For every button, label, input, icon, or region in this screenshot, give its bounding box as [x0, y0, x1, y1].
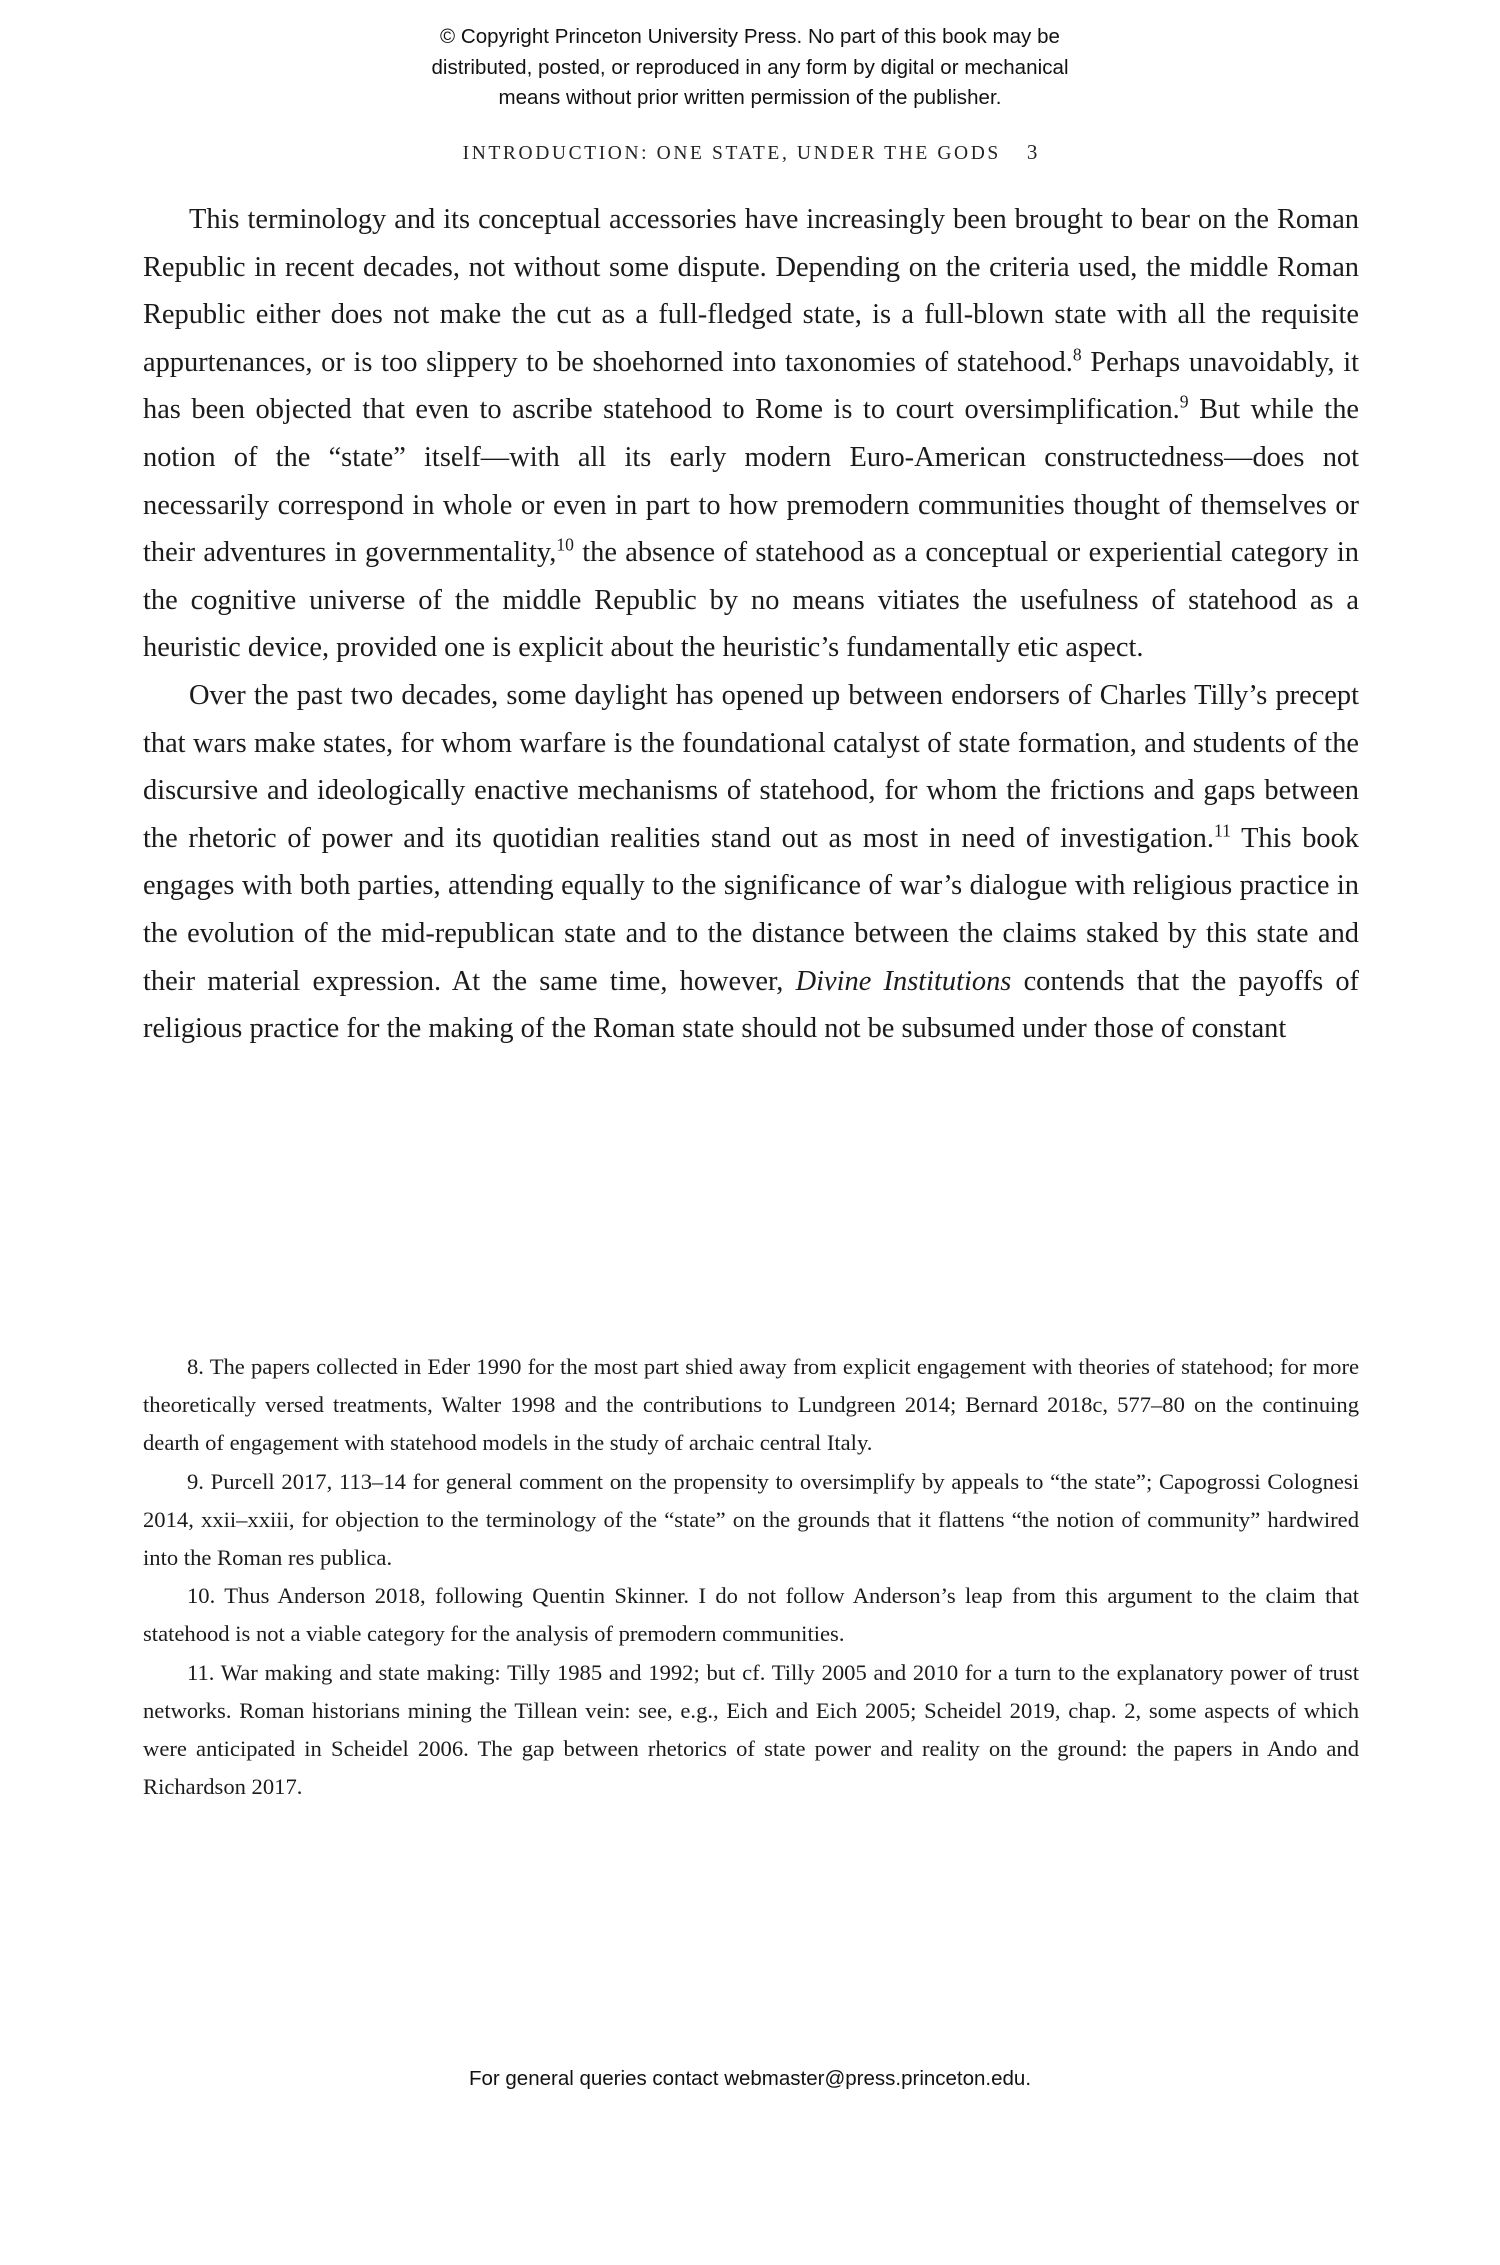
footnote-10-number: 10. [187, 1583, 216, 1609]
body-text [143, 196, 1359, 1053]
footnote-ref-11[interactable]: 11 [1213, 820, 1231, 841]
footnote-ref-9[interactable]: 9 [1179, 391, 1189, 412]
paragraph-1-segment-d: the absence of statehood as a conceptual or experiential category in the cognitive universe of the middle Republic by no means vitiates the usefulness of statehood as a heuristic device, provided one is explicit about the heuristic’s fundamentally etic aspect. [143, 537, 1360, 664]
paragraph-1-segment-b: Perhaps unavoidably, it has been objected that even to ascribe statehood to Rome is to court oversimplification. [143, 346, 1359, 426]
running-head-title: INTRODUCTION: ONE STATE, UNDER THE GODS [462, 143, 1001, 164]
footnote-11-text: War making and state making: Tilly 1985 and 1992; but cf. Tilly 2005 and 2010 for a turn to the explanatory power of trust networks. Roman historians mining the Tillean vein: see, e.g., Eich and Eich 2005; Scheidel 2019, chap. 2, some aspects of which were anticipated in Scheidel 2006. The gap between rhetorics of state power and reality on the ground: the papers in Ando and Richardson 2017. [143, 1659, 1359, 1800]
footnote-ref-8[interactable]: 8 [1072, 344, 1082, 365]
copyright-line-1: © Copyright Princeton University Press. No part of this book may be [439, 25, 1061, 48]
copyright-line-2: distributed, posted, or reproduced in any form by digital or mechanical [431, 55, 1069, 79]
paragraph-1-segment-c: But while the notion of the “state” itself—with all its early modern Euro-American constructedness—does not necessarily correspond in whole or even in part to how premodern communities thought of themselves or their adventures in governmentality, [143, 394, 1359, 569]
footnote-9-text: Purcell 2017, 113–14 for general comment on the propensity to oversimplify by appeals to “the state”; Capogrossi Colognesi 2014, xxii–xxiii, for objection to the terminology of the “state” on the grounds that it flattens “the notion of community” hardwired into the Roman res publica. [143, 1468, 1359, 1571]
footnote-ref-10[interactable]: 10 [556, 534, 574, 555]
footnote-10 [143, 1577, 1359, 1653]
paragraph-1-segment-a: This terminology and its conceptual accessories have increasingly been brought to bear on the Roman Republic in recent decades, not without some dispute. Depending on the criteria used, the middle Roman Republic either does not make the cut as a full-fledged state, is a full-blown state with all the requisite appurtenances, or is too slippery to be shoehorned into taxonomies of statehood. [143, 204, 1359, 378]
paragraph-2 [143, 672, 1359, 1053]
footnote-11-number: 11. [187, 1659, 215, 1685]
footnote-11 [143, 1654, 1359, 1807]
book-title-divine-institutions: Divine Institutions [795, 965, 1012, 997]
footnote-10-text: Thus Anderson 2018, following Quentin Skinner. I do not follow Anderson’s leap from this argument to the claim that statehood is not a viable category for the analysis of premodern communities. [143, 1583, 1359, 1647]
footnote-8-number: 8. [187, 1354, 204, 1379]
footer-contact-notice: For general queries contact webmaster@press.princeton.edu. [468, 2067, 1032, 2090]
footnote-8 [143, 1348, 1359, 1463]
page-number: 3 [1026, 140, 1038, 164]
paragraph-2-segment-c: contends that the payoffs of religious practice for the making of the Roman state should not be subsumed under those of constant [143, 965, 1360, 1045]
footnote-8-text: The papers collected in Eder 1990 for the most part shied away from explicit engagement with theories of statehood; for more theoretically versed treatments, Walter 1998 and the contributions to Lundgreen 2014; Bernard 2018c, 577–80 on the continuing dearth of engagement with statehood models in the study of archaic central Italy. [143, 1354, 1359, 1456]
paragraph-2-segment-b: This book engages with both parties, attending equally to the significance of war’s dialogue with religious practice in the evolution of the mid-republican state and to the distance between the claims staked by this state and their material expression. At the same time, however, [143, 822, 1360, 997]
copyright-line-3: means without prior written permission of the publisher. [498, 86, 1002, 109]
footnote-9-number: 9. [187, 1468, 204, 1494]
paragraph-2-segment-a: Over the past two decades, some daylight has opened up between endorsers of Charles Tilly’s precept that wars make states, for whom warfare is the foundational catalyst of state formation, and students of the discursive and ideologically enactive mechanisms of statehood, for whom the frictions and gaps between the rhetoric of power and its quotidian realities stand out as most in need of investigation. [143, 679, 1359, 854]
copyright-notice [0, 22, 1500, 114]
footnote-9 [143, 1463, 1359, 1578]
footnote-block [143, 1348, 1359, 1806]
paragraph-1 [143, 196, 1359, 672]
running-head [0, 140, 1500, 165]
